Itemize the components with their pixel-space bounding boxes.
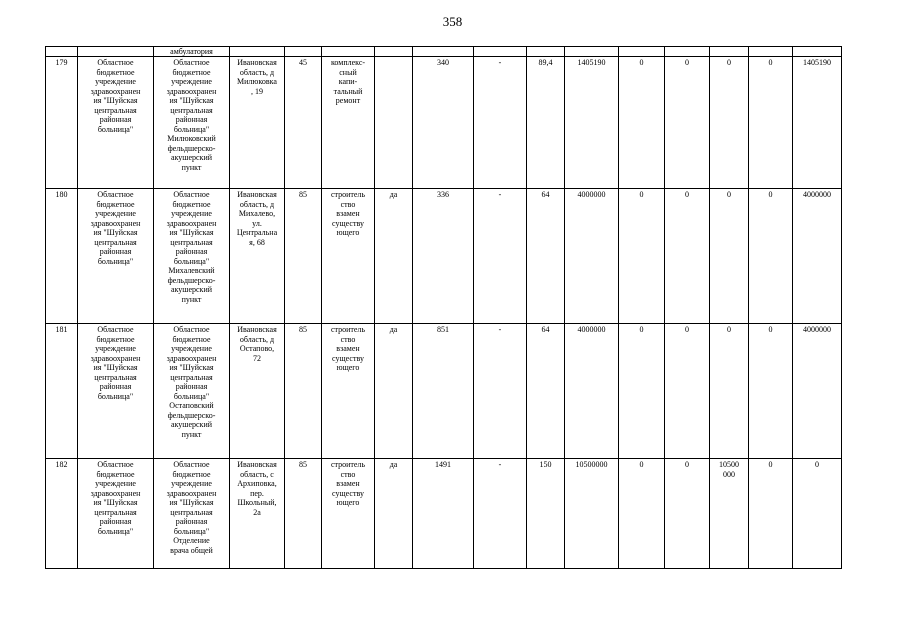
value-cell: да [375,459,413,569]
work-type-cell: строитель ство взамен существу ющего [322,189,375,324]
value-cell: 336 [413,189,474,324]
work-type-cell: строитель ство взамен существу ющего [322,324,375,459]
row-number: 181 [46,324,78,459]
value-cell: 4000000 [793,324,842,459]
row-number: 179 [46,57,78,189]
table-row [46,459,842,569]
value-cell: 1491 [413,459,474,569]
value-cell: 4000000 [565,189,619,324]
value-cell: 0 [749,459,793,569]
value-cell: 1405190 [565,57,619,189]
value-cell: 0 [710,324,749,459]
row-number: 180 [46,189,78,324]
value-cell: 340 [413,57,474,189]
value-cell: - [474,459,527,569]
value-cell: 10500000 [565,459,619,569]
row-number: 182 [46,459,78,569]
value-cell: 0 [665,57,710,189]
value-cell: 0 [749,189,793,324]
page-number: 358 [442,14,463,29]
value-cell: - [474,57,527,189]
address-cell: Ивановская область, с Архиповка, пер. Школьный, 2а [230,459,285,569]
address-cell: Ивановская область, д Остапово, 72 [230,324,285,459]
org-cell: Областное бюджетное учреждение здравоохранен ия "Шуйская центральная районная больница" [78,459,154,569]
value-cell: 85 [285,459,322,569]
value-cell: 85 [285,324,322,459]
work-type-cell: строитель ство взамен существу ющего [322,459,375,569]
value-cell: 4000000 [565,324,619,459]
value-cell: 0 [665,459,710,569]
table-row [46,57,842,189]
org-cell: Областное бюджетное учреждение здравоохранен ия "Шуйская центральная районная больница" [78,324,154,459]
value-cell [375,57,413,189]
data-table [45,46,842,569]
value-cell: 10500 000 [710,459,749,569]
table-row-continuation [46,47,842,57]
value-cell: да [375,189,413,324]
facility-cell: Областное бюджетное учреждение здравоохранен ия "Шуйская центральная районная больница" Милюковский фельдшерско- акушерский пункт [154,57,230,189]
value-cell: 0 [619,189,665,324]
value-cell: 0 [749,57,793,189]
value-cell: 64 [527,324,565,459]
value-cell: 150 [527,459,565,569]
value-cell: да [375,324,413,459]
value-cell: 64 [527,189,565,324]
org-cell: Областное бюджетное учреждение здравоохранен ия "Шуйская центральная районная больница" [78,189,154,324]
work-type-cell: комплекс- сный капи- тальный ремонт [322,57,375,189]
org-cell: амбулатория [154,47,230,57]
address-cell: Ивановская область, д Михалево, ул. Центральна я, 68 [230,189,285,324]
value-cell: 0 [710,189,749,324]
table-row [46,324,842,459]
value-cell: 0 [665,189,710,324]
address-cell: Ивановская область, д Милюковка , 19 [230,57,285,189]
value-cell: 0 [619,324,665,459]
org-cell: Областное бюджетное учреждение здравоохранен ия "Шуйская центральная районная больница" [78,57,154,189]
value-cell: - [474,189,527,324]
value-cell: 0 [619,57,665,189]
value-cell: 851 [413,324,474,459]
table-row [46,189,842,324]
facility-cell: Областное бюджетное учреждение здравоохранен ия "Шуйская центральная районная больница" Отделение врача общей [154,459,230,569]
value-cell: 0 [619,459,665,569]
value-cell: 89,4 [527,57,565,189]
value-cell: 0 [793,459,842,569]
value-cell: 85 [285,189,322,324]
value-cell: 0 [710,57,749,189]
facility-cell: Областное бюджетное учреждение здравоохранен ия "Шуйская центральная районная больница" Остаповский фельдшерско- акушерский пункт [154,324,230,459]
value-cell: 0 [749,324,793,459]
value-cell: 45 [285,57,322,189]
facility-cell: Областное бюджетное учреждение здравоохранен ия "Шуйская центральная районная больница" Михалевский фельдшерско- акушерский пункт [154,189,230,324]
value-cell: 1405190 [793,57,842,189]
value-cell: - [474,324,527,459]
value-cell: 0 [665,324,710,459]
value-cell: 4000000 [793,189,842,324]
